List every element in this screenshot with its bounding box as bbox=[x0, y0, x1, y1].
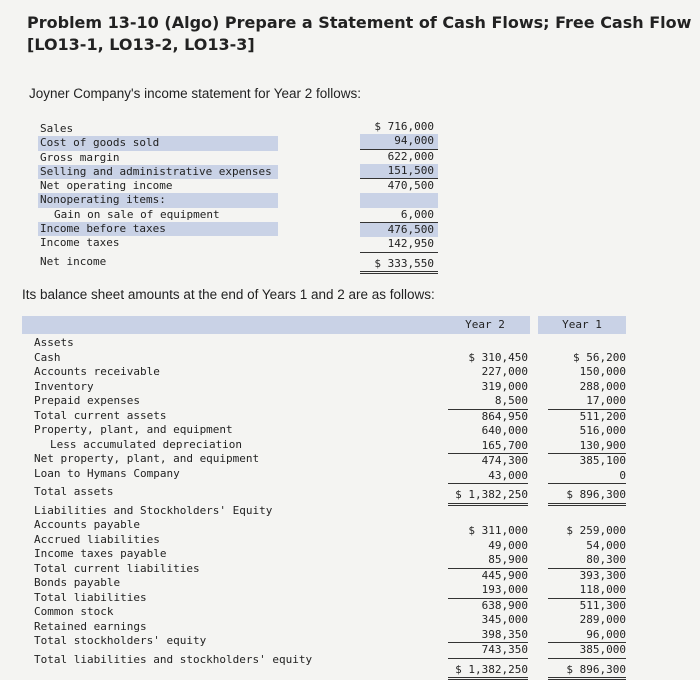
year2-header bbox=[440, 316, 530, 334]
bs-label-bonds-payable: Bonds payable bbox=[34, 576, 334, 591]
y2-total-current-assets: 864,950 bbox=[448, 410, 528, 425]
is-value-income-before-taxes: 476,500 bbox=[360, 223, 438, 237]
bs-label-total-current-assets: Total current assets bbox=[34, 409, 334, 424]
balance-sheet-intro: Its balance sheet amounts at the end of Years 1 and 2 are as follows: bbox=[22, 287, 435, 302]
bs-label-liabilities-equity: Liabilities and Stockholders' Equity bbox=[34, 504, 334, 519]
y2-common-stock: 345,000 bbox=[448, 613, 528, 628]
y2-prepaid-expenses: 8,500 bbox=[448, 394, 528, 410]
bs-label-income-taxes-payable: Income taxes payable bbox=[34, 547, 334, 562]
y2-accounts-payable: $ 311,000 bbox=[448, 524, 528, 539]
y2-retained-earnings: 398,350 bbox=[448, 628, 528, 644]
bs-label-prepaid-expenses: Prepaid expenses bbox=[34, 394, 334, 409]
y1-common-stock: 289,000 bbox=[548, 613, 626, 628]
y2-assets bbox=[448, 336, 528, 351]
bs-label-accrued-liabilities: Accrued liabilities bbox=[34, 533, 334, 548]
bs-label-net-ppe: Net property, plant, and equipment bbox=[34, 452, 334, 467]
y2-total-assets: $ 1,382,250 bbox=[448, 488, 528, 506]
bs-label-accounts-receivable: Accounts receivable bbox=[34, 365, 334, 380]
is-value-gain-on-sale: 6,000 bbox=[360, 208, 438, 223]
y2-total-liabilities-equity: $ 1,382,250 bbox=[448, 663, 528, 680]
y1-total-current-assets: 511,200 bbox=[548, 410, 626, 425]
y1-ppe: 516,000 bbox=[548, 424, 626, 439]
is-label-sales: Sales bbox=[38, 122, 278, 136]
y2-loan-hymans: 43,000 bbox=[448, 469, 528, 485]
y2-total-equity: 743,350 bbox=[448, 643, 528, 659]
y1-total-current-liabilities: 393,300 bbox=[548, 569, 626, 584]
bs-label-accumulated-depreciation: Less accumulated depreciation bbox=[34, 438, 334, 453]
y1-accrued-liabilities: 54,000 bbox=[548, 539, 626, 554]
bs-label-total-liabilities-equity: Total liabilities and stockholders' equity bbox=[34, 653, 334, 668]
y1-net-ppe: 385,100 bbox=[548, 454, 626, 469]
bs-label-inventory: Inventory bbox=[34, 380, 334, 395]
year1-column bbox=[548, 336, 626, 680]
is-label-income-taxes: Income taxes bbox=[38, 236, 278, 250]
income-statement-intro: Joyner Company's income statement for Year 2 follows: bbox=[29, 86, 361, 101]
year2-header-label: Year 2 bbox=[465, 318, 505, 331]
y1-retained-earnings: 96,000 bbox=[548, 628, 626, 644]
is-value-nonoperating bbox=[360, 193, 438, 207]
y2-ppe: 640,000 bbox=[448, 424, 528, 439]
bs-label-cash: Cash bbox=[34, 351, 334, 366]
y1-accumulated-depreciation: 130,900 bbox=[548, 439, 626, 455]
y1-total-assets: $ 896,300 bbox=[548, 488, 626, 506]
y2-accrued-liabilities: 49,000 bbox=[448, 539, 528, 554]
is-label-cogs: Cost of goods sold bbox=[38, 136, 278, 150]
y1-cash: $ 56,200 bbox=[548, 351, 626, 366]
is-label-net-income: Net income bbox=[38, 255, 278, 269]
y2-cash: $ 310,450 bbox=[448, 351, 528, 366]
is-label-gross-margin: Gross margin bbox=[38, 151, 278, 165]
y1-accounts-receivable: 150,000 bbox=[548, 365, 626, 380]
y1-total-equity: 385,000 bbox=[548, 643, 626, 659]
is-label-gain-on-sale: Gain on sale of equipment bbox=[38, 208, 278, 222]
is-label-income-before-taxes: Income before taxes bbox=[38, 222, 278, 236]
is-value-sales: $ 716,000 bbox=[360, 120, 438, 134]
is-label-net-operating-income: Net operating income bbox=[38, 179, 278, 193]
is-value-selling-admin: 151,500 bbox=[360, 164, 438, 179]
y1-bonds-payable: 118,000 bbox=[548, 583, 626, 599]
bs-label-accounts-payable: Accounts payable bbox=[34, 518, 334, 533]
y1-assets bbox=[548, 336, 626, 351]
y1-loan-hymans: 0 bbox=[548, 469, 626, 485]
income-statement-values bbox=[360, 120, 438, 274]
y1-accounts-payable: $ 259,000 bbox=[548, 524, 626, 539]
y2-liabilities-equity bbox=[448, 510, 528, 525]
y2-net-ppe: 474,300 bbox=[448, 454, 528, 469]
bs-label-ppe: Property, plant, and equipment bbox=[34, 423, 334, 438]
y2-accounts-receivable: 227,000 bbox=[448, 365, 528, 380]
y1-liabilities-equity bbox=[548, 510, 626, 525]
is-label-selling-admin: Selling and administrative expenses bbox=[38, 165, 278, 179]
year2-column bbox=[448, 336, 528, 680]
is-value-income-taxes: 142,950 bbox=[360, 237, 438, 252]
bs-label-total-assets: Total assets bbox=[34, 485, 334, 500]
y1-income-taxes-payable: 80,300 bbox=[548, 553, 626, 569]
is-value-net-operating-income: 470,500 bbox=[360, 179, 438, 193]
y1-inventory: 288,000 bbox=[548, 380, 626, 395]
is-value-net-income: $ 333,550 bbox=[360, 257, 438, 274]
y2-total-liabilities: 638,900 bbox=[448, 599, 528, 614]
income-statement-labels bbox=[38, 122, 278, 269]
year1-header bbox=[538, 316, 626, 334]
is-value-gross-margin: 622,000 bbox=[360, 150, 438, 164]
y1-total-liabilities: 511,300 bbox=[548, 599, 626, 614]
is-label-nonoperating: Nonoperating items: bbox=[38, 193, 278, 207]
y2-bonds-payable: 193,000 bbox=[448, 583, 528, 599]
y2-income-taxes-payable: 85,900 bbox=[448, 553, 528, 569]
bs-label-loan-hymans: Loan to Hymans Company bbox=[34, 467, 334, 482]
y1-prepaid-expenses: 17,000 bbox=[548, 394, 626, 410]
bs-label-retained-earnings: Retained earnings bbox=[34, 620, 334, 635]
bs-label-common-stock: Common stock bbox=[34, 605, 334, 620]
y1-total-liabilities-equity: $ 896,300 bbox=[548, 663, 626, 680]
y2-total-current-liabilities: 445,900 bbox=[448, 569, 528, 584]
is-value-cogs: 94,000 bbox=[360, 134, 438, 149]
bs-label-total-current-liabilities: Total current liabilities bbox=[34, 562, 334, 577]
year1-header-label: Year 1 bbox=[562, 318, 602, 331]
y2-inventory: 319,000 bbox=[448, 380, 528, 395]
bs-label-assets: Assets bbox=[34, 336, 334, 351]
bs-label-total-liabilities: Total liabilities bbox=[34, 591, 334, 606]
balance-sheet-labels bbox=[34, 336, 334, 667]
y2-accumulated-depreciation: 165,700 bbox=[448, 439, 528, 455]
balance-sheet-header-bar bbox=[22, 316, 440, 334]
bs-label-total-equity: Total stockholders' equity bbox=[34, 634, 334, 649]
problem-title: Problem 13-10 (Algo) Prepare a Statement of Cash Flows; Free Cash Flow [LO13-1, LO13-2, LO13-3] bbox=[27, 12, 697, 56]
